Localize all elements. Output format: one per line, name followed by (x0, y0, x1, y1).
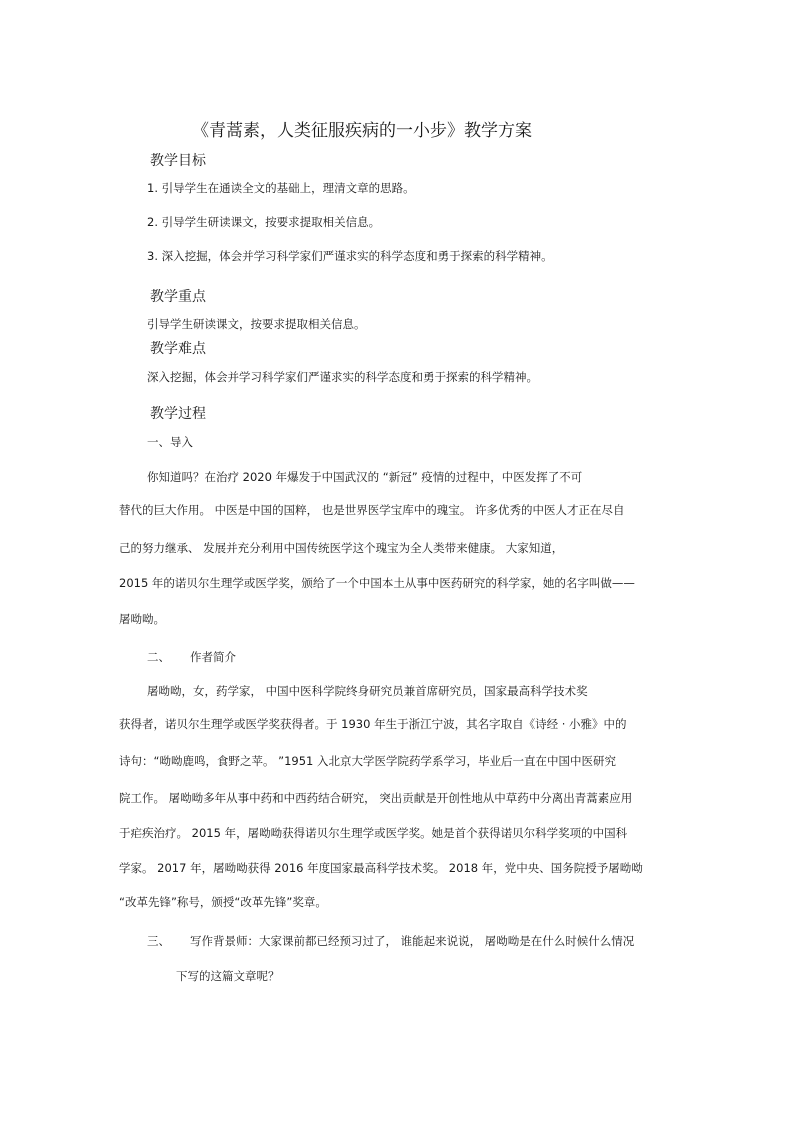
background-line-1: 写作背景师：大家课前都已经预习过了， 谁能起来说说， 屠呦呦是在什么时候什么情况 (190, 934, 635, 948)
author-line-6: 学家。 2017 年，屠呦呦获得 2016 年度国家最高科学技术奖。 2018 年，党中央、国务院授予屠呦呦 (119, 861, 643, 875)
author-line-5: 于疟疾治疗。 2015 年，屠呦呦获得诺贝尔生理学或医学奖。她是首个获得诺贝尔科学奖项的中国科 (119, 826, 628, 840)
goal-item-3: 3. 深入挖掘，体会并学习科学家们严谨求实的科学态度和勇于探索的科学精神。 (147, 249, 553, 263)
difficulties-heading: 教学难点 (150, 341, 206, 357)
goals-heading: 教学目标 (150, 153, 206, 169)
author-heading: 作者简介 (190, 650, 236, 664)
intro-line-3: 己的努力继承、 发展并充分利用中国传统医学这个瑰宝为全人类带来健康。 大家知道， (119, 541, 564, 555)
intro-line-1: 你知道吗？在治疗 2020 年爆发于中国武汉的 “新冠” 疫情的过程中，中医发挥了不可 (147, 470, 583, 484)
author-line-1: 屠呦呦，女，药学家， 中国中医科学院终身研究员兼首席研究员，国家最高科学技术奖 (147, 684, 588, 698)
author-line-7: “改革先锋”称号，颁授“改革先锋”奖章。 (119, 895, 327, 909)
process-heading: 教学过程 (150, 406, 206, 422)
key-points-heading: 教学重点 (150, 289, 206, 305)
difficulties-text: 深入挖掘，体会并学习科学家们严谨求实的科学态度和勇于探索的科学精神。 (147, 370, 538, 384)
author-section-number: 二、 (147, 650, 170, 664)
key-points-text: 引导学生研读课文，按要求提取相关信息。 (147, 317, 366, 331)
background-line-2: 下写的这篇文章呢？ (176, 969, 280, 983)
intro-line-2: 替代的巨大作用。 中医是中国的国粹， 也是世界医学宝库中的瑰宝。 许多优秀的中医人才正在尽自 (119, 503, 625, 517)
intro-line-4: 2015 年的诺贝尔生理学或医学奖，颁给了一个中国本土从事中医药研究的科学家，她的名字叫做—— (119, 576, 635, 590)
document-title: 《青蒿素，人类征服疾病的一小步》教学方案 (192, 121, 532, 141)
intro-line-5: 屠呦呦。 (119, 612, 165, 626)
goal-item-2: 2. 引导学生研读课文，按要求提取相关信息。 (147, 215, 381, 229)
intro-heading: 一、导入 (147, 435, 193, 449)
background-section-number: 三、 (147, 934, 170, 948)
author-line-2: 获得者，诺贝尔生理学或医学奖获得者。于 1930 年生于浙江宁波，其名字取自《诗经 · 小雅》中的 (119, 717, 627, 731)
author-line-4: 院工作。 屠呦呦多年从事中药和中西药结合研究， 突出贡献是开创性地从中草药中分离出青蒿素应用 (119, 791, 633, 805)
author-line-3: 诗句：“呦呦鹿鸣，食野之苹。 ”1951 入北京大学医学院药学系学习，毕业后一直在中国中医研究 (119, 754, 616, 768)
goal-item-1: 1. 引导学生在通读全文的基础上，理清文章的思路。 (147, 181, 415, 195)
